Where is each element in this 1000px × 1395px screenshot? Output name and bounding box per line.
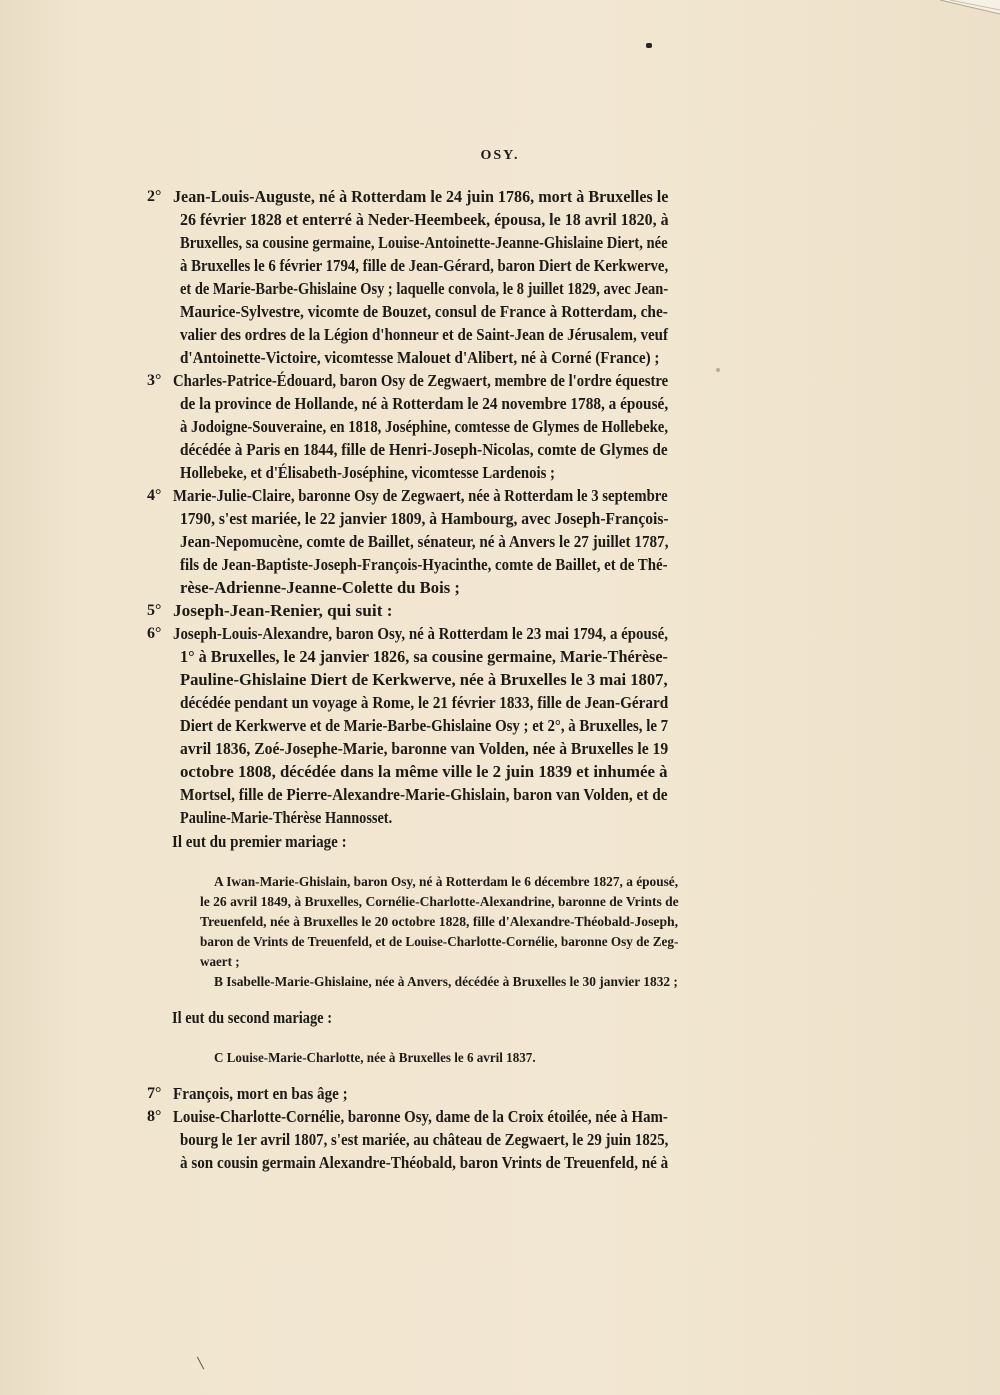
text-line: avril 1836, Zoé-Josephe-Marie, baronne van Volden, née à Bruxelles le 19	[180, 739, 669, 758]
page-corner-edge	[930, 0, 1000, 30]
entry-number: 5°	[147, 602, 162, 619]
text-line: Joseph-Louis-Alexandre, baron Osy, né à Rotterdam le 23 mai 1794, a épousé,	[173, 624, 668, 643]
text-line: Joseph-Jean-Renier, qui suit :	[173, 601, 393, 620]
text-line: décédée à Paris en 1844, fille de Henri-Joseph-Nicolas, comte de Glymes de	[180, 440, 668, 459]
text-line: François, mort en bas âge ;	[173, 1084, 348, 1103]
text-line: Diert de Kerkwerve et de Marie-Barbe-Ghislaine Osy ; et 2°, à Bruxelles, le 7	[180, 716, 669, 735]
text-line: Pauline-Marie-Thérèse Hannosset.	[180, 808, 393, 827]
text-line: 26 février 1828 et enterré à Neder-Heembeek, épousa, le 18 avril 1820, à	[180, 210, 669, 229]
entry-number: 2°	[147, 188, 162, 205]
text-line: rèse-Adrienne-Jeanne-Colette du Bois ;	[180, 578, 460, 597]
running-head: OSY.	[480, 148, 520, 163]
text-line: Jean-Nepomucène, comte de Baillet, sénateur, né à Anvers le 27 juillet 1787,	[180, 532, 669, 551]
ink-speck	[646, 43, 652, 48]
text-line: d'Antoinette-Victoire, vicomtesse Malouet d'Alibert, né à Corné (France) ;	[180, 348, 660, 367]
text-line: à Bruxelles le 6 février 1794, fille de Jean-Gérard, baron Diert de Kerkwerve,	[180, 256, 669, 275]
text-line: Charles-Patrice-Édouard, baron Osy de Zegwaert, membre de l'ordre équestre	[173, 371, 669, 390]
text-line: 1° à Bruxelles, le 24 janvier 1826, sa cousine germaine, Marie-Thérèse-	[180, 647, 668, 666]
entry-number: 3°	[147, 372, 162, 389]
text-line: décédée pendant un voyage à Rome, le 21 février 1833, fille de Jean-Gérard	[180, 693, 669, 712]
pencil-mark	[197, 1357, 204, 1370]
entry-number: 8°	[147, 1108, 162, 1125]
ink-speck	[716, 368, 720, 372]
text-line: 1790, s'est mariée, le 22 janvier 1809, à Hambourg, avec Joseph-François-	[180, 509, 669, 528]
text-line: baron de Vrints de Treuenfeld, et de Louise-Charlotte-Cornélie, baronne Osy de Zeg-	[200, 934, 679, 949]
text-line: Treuenfeld, née à Bruxelles le 20 octobre 1828, fille d'Alexandre-Théobald-Joseph,	[200, 914, 679, 929]
text-line: C Louise-Marie-Charlotte, née à Bruxelles le 6 avril 1837.	[214, 1050, 536, 1065]
text-line: Jean-Louis-Auguste, né à Rotterdam le 24 juin 1786, mort à Bruxelles le	[173, 187, 669, 206]
text-line: Maurice-Sylvestre, vicomte de Bouzet, consul de France à Rotterdam, che-	[180, 302, 668, 321]
section-heading: Il eut du premier mariage :	[172, 832, 347, 851]
text-line: B Isabelle-Marie-Ghislaine, née à Anvers, décédée à Bruxelles le 30 janvier 1832 ;	[214, 974, 678, 989]
text-line: octobre 1808, décédée dans la même ville le 2 juin 1839 et inhumée à	[180, 762, 668, 781]
text-line: A Iwan-Marie-Ghislain, baron Osy, né à Rotterdam le 6 décembre 1827, a épousé,	[214, 874, 679, 889]
text-line: waert ;	[200, 954, 240, 969]
text-line: le 26 avril 1849, à Bruxelles, Cornélie-Charlotte-Alexandrine, baronne de Vrints de	[200, 894, 679, 909]
text-line: Bruxelles, sa cousine germaine, Louise-Antoinette-Jeanne-Ghislaine Diert, née	[180, 233, 668, 252]
text-line: de la province de Hollande, né à Rotterdam le 24 novembre 1788, a épousé,	[180, 394, 669, 413]
section-heading: Il eut du second mariage :	[172, 1008, 333, 1027]
entry-number: 6°	[147, 625, 162, 642]
text-line: valier des ordres de la Légion d'honneur et de Saint-Jean de Jérusalem, veuf	[180, 325, 668, 344]
text-line: Marie-Julie-Claire, baronne Osy de Zegwaert, née à Rotterdam le 3 septembre	[173, 486, 668, 505]
text-line: Hollebeke, et d'Élisabeth-Joséphine, vicomtesse Lardenois ;	[180, 463, 555, 482]
text-line: Louise-Charlotte-Cornélie, baronne Osy, dame de la Croix étoilée, née à Ham-	[173, 1107, 668, 1126]
text-line: à Jodoigne-Souveraine, en 1818, Joséphine, comtesse de Glymes de Hollebeke,	[180, 417, 669, 436]
text-line: fils de Jean-Baptiste-Joseph-François-Hyacinthe, comte de Baillet, et de Thé-	[180, 555, 668, 574]
text-line: et de Marie-Barbe-Ghislaine Osy ; laquelle convola, le 8 juillet 1829, avec Jean-	[180, 279, 669, 298]
text-line: Mortsel, fille de Pierre-Alexandre-Marie-Ghislain, baron van Volden, et de	[180, 785, 668, 804]
entry-number: 4°	[147, 487, 162, 504]
text-line: bourg le 1er avril 1807, s'est mariée, au château de Zegwaert, le 29 juin 1825,	[180, 1130, 669, 1149]
text-line: à son cousin germain Alexandre-Théobald, baron Vrints de Treuenfeld, né à	[180, 1153, 669, 1172]
text-line: Pauline-Ghislaine Diert de Kerkwerve, née à Bruxelles le 3 mai 1807,	[180, 670, 668, 689]
entry-number: 7°	[147, 1085, 162, 1102]
